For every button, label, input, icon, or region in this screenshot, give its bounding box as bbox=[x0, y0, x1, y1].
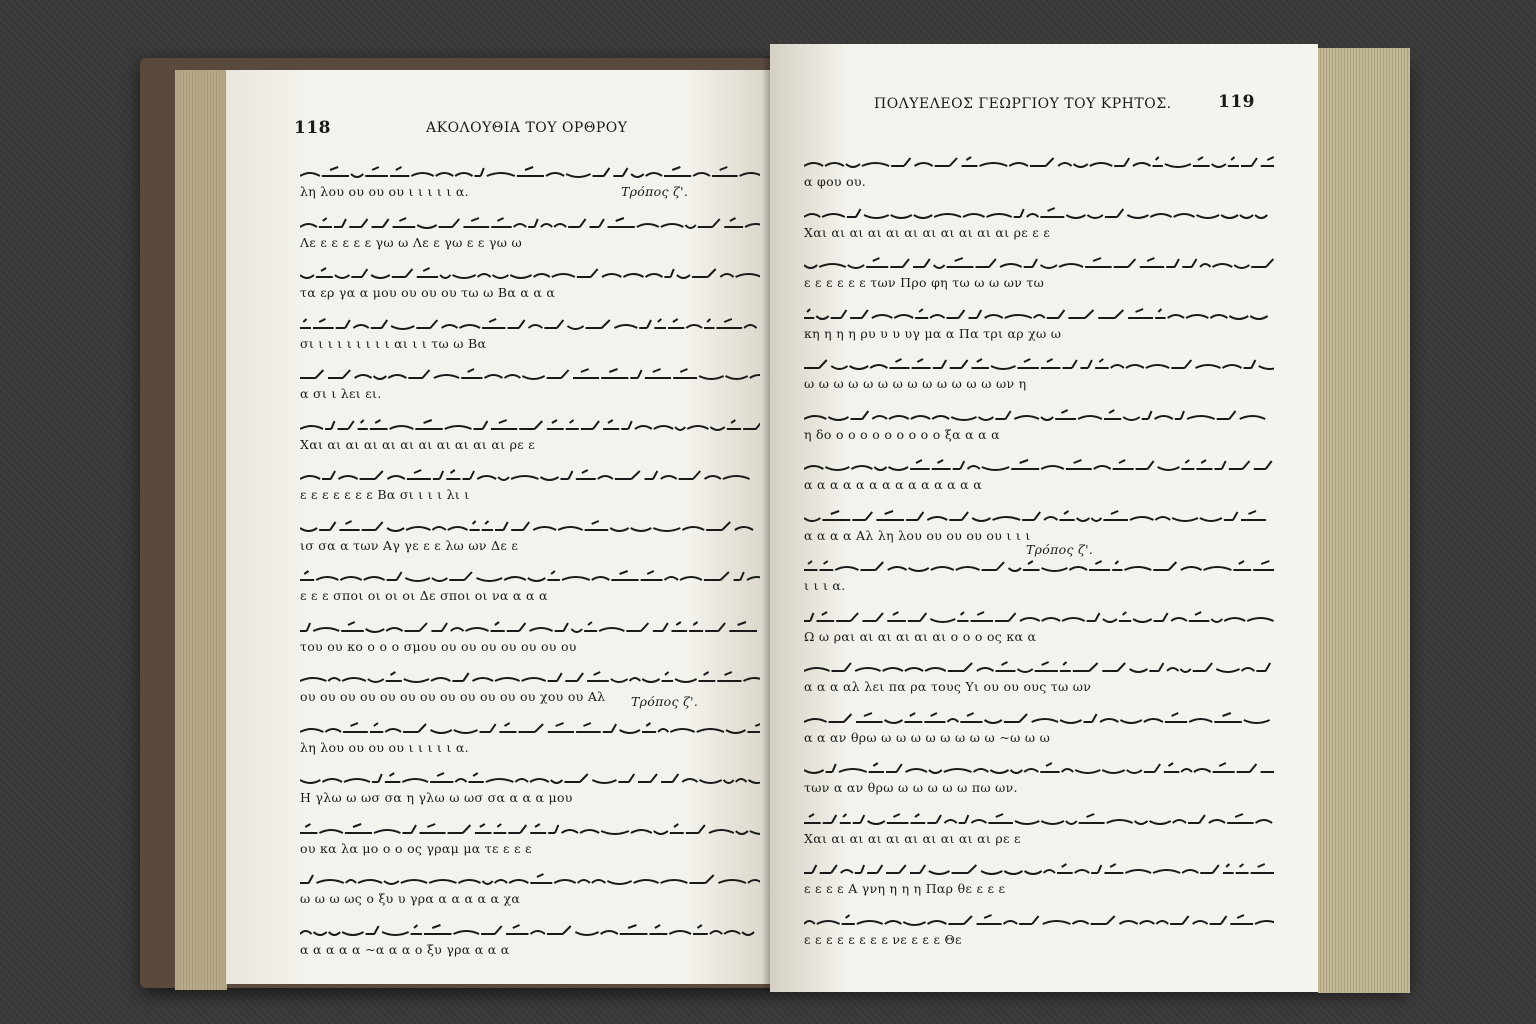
mode-label: Τρόπος ζ'. bbox=[631, 694, 699, 709]
text-line: του ου κο ο ο ο σμου ου ου ου ου ου ου ου bbox=[300, 638, 577, 654]
neume-row bbox=[804, 150, 1274, 172]
neume-row bbox=[804, 655, 1274, 677]
neume-row bbox=[804, 201, 1274, 223]
neume-row bbox=[804, 302, 1274, 324]
text-line: Η γλω ω ωσ σα η γλω ω ωσ σα α α α μου bbox=[300, 790, 573, 805]
neume-row bbox=[300, 211, 760, 233]
text-line: τα ερ γα α μου ου ου ου τω ω Βα α α α bbox=[300, 285, 556, 300]
running-head-right: ΠΟΛΥΕΛΕΟΣ ΓΕΩΡΓΙΟΥ ΤΟΥ ΚΡΗΤΟΣ. bbox=[874, 96, 1172, 112]
text-line: Χαι αι αι αι αι αι αι αι αι αι αι ρε ε ε bbox=[804, 224, 1051, 240]
neume-row bbox=[804, 807, 1274, 829]
page-edges-left bbox=[175, 70, 227, 990]
mode-label: Τρόπος ζ'. bbox=[621, 184, 689, 199]
text-line: ε ε ε σποι οι οι οι Δε σποι οι να α α α bbox=[300, 588, 548, 603]
text-line: α α αν θρω ω ω ω ω ω ω ω ω ~ω ω ω bbox=[804, 729, 1051, 745]
text-line: α α α α Αλ λη λου ου ου ου ου ι ι ι bbox=[804, 527, 1031, 543]
text-line: Χαι αι αι αι αι αι αι αι αι αι αι ρε ε bbox=[300, 436, 536, 452]
neume-row bbox=[804, 453, 1274, 475]
text-line: α α α αλ λει πα ρα τους Υι ου ου ους τω ων bbox=[804, 679, 1092, 694]
neume-row bbox=[300, 362, 760, 384]
text-line: των α αν θρω ω ω ω ω ω πω ων. bbox=[804, 780, 1018, 795]
neume-row bbox=[804, 706, 1274, 728]
left-page bbox=[226, 70, 770, 984]
text-line: Λε ε ε ε ε ε γω ω Λε ε γω ε ε γω ω bbox=[300, 234, 523, 250]
right-page bbox=[770, 44, 1318, 992]
neume-row bbox=[804, 403, 1274, 425]
neume-row bbox=[804, 756, 1274, 778]
text-line: ε ε ε ε ε ε ε ε νε ε ε ε Θε bbox=[804, 931, 962, 947]
text-line: Χαι αι αι αι αι αι αι αι αι αι ρε ε bbox=[804, 830, 1021, 846]
neume-row bbox=[300, 766, 760, 788]
neume-row bbox=[804, 857, 1274, 879]
neume-row bbox=[300, 160, 760, 182]
mode-label: Τρόπος ζ'. bbox=[1026, 542, 1094, 557]
neume-row bbox=[300, 514, 760, 536]
text-line: ε ε ε ε ε ε ε Βα σι ι ι ι λι ι bbox=[300, 487, 470, 502]
text-line: ου κα λα μο ο ο ος γραμ μα τε ε ε ε bbox=[300, 840, 532, 856]
neume-row bbox=[804, 908, 1274, 930]
neume-row bbox=[300, 817, 760, 839]
neume-row bbox=[300, 564, 760, 586]
text-line: κη η η η ρυ υ υ υγ μα α Πα τρι αρ χω ω bbox=[804, 325, 1062, 341]
neume-row bbox=[804, 554, 1274, 576]
text-line: ου ου ου ου ου ου ου ου ου ου ου ου χου ου Αλ bbox=[300, 689, 606, 704]
neume-row bbox=[804, 504, 1274, 526]
text-line: λη λου ου ου ου ι ι ι ι ι α. bbox=[300, 184, 469, 199]
text-line: ε ε ε ε ε ε των Προ φη τω ω ω ων τω bbox=[804, 275, 1045, 290]
text-line: α φου ου. bbox=[804, 174, 867, 189]
neume-row bbox=[804, 251, 1274, 273]
text-line: α σι ι λει ει. bbox=[300, 386, 382, 401]
neume-row bbox=[300, 867, 760, 889]
text-line: λη λου ου ου ου ι ι ι ι ι α. bbox=[300, 739, 469, 755]
neume-row bbox=[300, 463, 760, 485]
neume-row bbox=[300, 716, 760, 738]
text-line: η δο ο ο ο ο ο ο ο ο ο ξα α α α bbox=[804, 426, 1000, 442]
neume-row bbox=[300, 615, 760, 637]
text-line: α α α α α ~α α α ο ξυ γρα α α α bbox=[300, 941, 510, 957]
neume-row bbox=[804, 352, 1274, 374]
page-edges-right bbox=[1318, 48, 1410, 993]
text-line: ε ε ε ε Α γνη η η η Παρ θε ε ε ε bbox=[804, 881, 1006, 896]
text-line: ι ι ι α. bbox=[804, 578, 846, 593]
neume-row bbox=[804, 605, 1274, 627]
text-line: ισ σα α των Αγ γε ε ε λω ων Δε ε bbox=[300, 537, 519, 553]
page-number-right: 119 bbox=[1218, 92, 1255, 112]
neume-row bbox=[300, 413, 760, 435]
text-line: σι ι ι ι ι ι ι ι ι αι ι ι τω ω Βα bbox=[300, 335, 487, 351]
text-line: α α α α α α α α α α α α α α bbox=[804, 477, 982, 492]
neume-row bbox=[300, 665, 760, 687]
neume-row bbox=[300, 261, 760, 283]
text-line: ω ω ω ω ω ω ω ω ω ω ω ω ω ων η bbox=[804, 376, 1027, 391]
neume-row bbox=[300, 312, 760, 334]
running-head-left: ΑΚΟΛΟΥΘΙΑ ΤΟΥ ΟΡΘΡΟΥ bbox=[426, 120, 628, 136]
neume-row bbox=[300, 918, 760, 940]
page-number-left: 118 bbox=[294, 118, 331, 138]
text-line: ω ω ω ως ο ξυ υ γρα α α α α α χα bbox=[300, 891, 521, 906]
text-line: Ω ω ραι αι αι αι αι αι ο ο ο ος κα α bbox=[804, 628, 1037, 644]
